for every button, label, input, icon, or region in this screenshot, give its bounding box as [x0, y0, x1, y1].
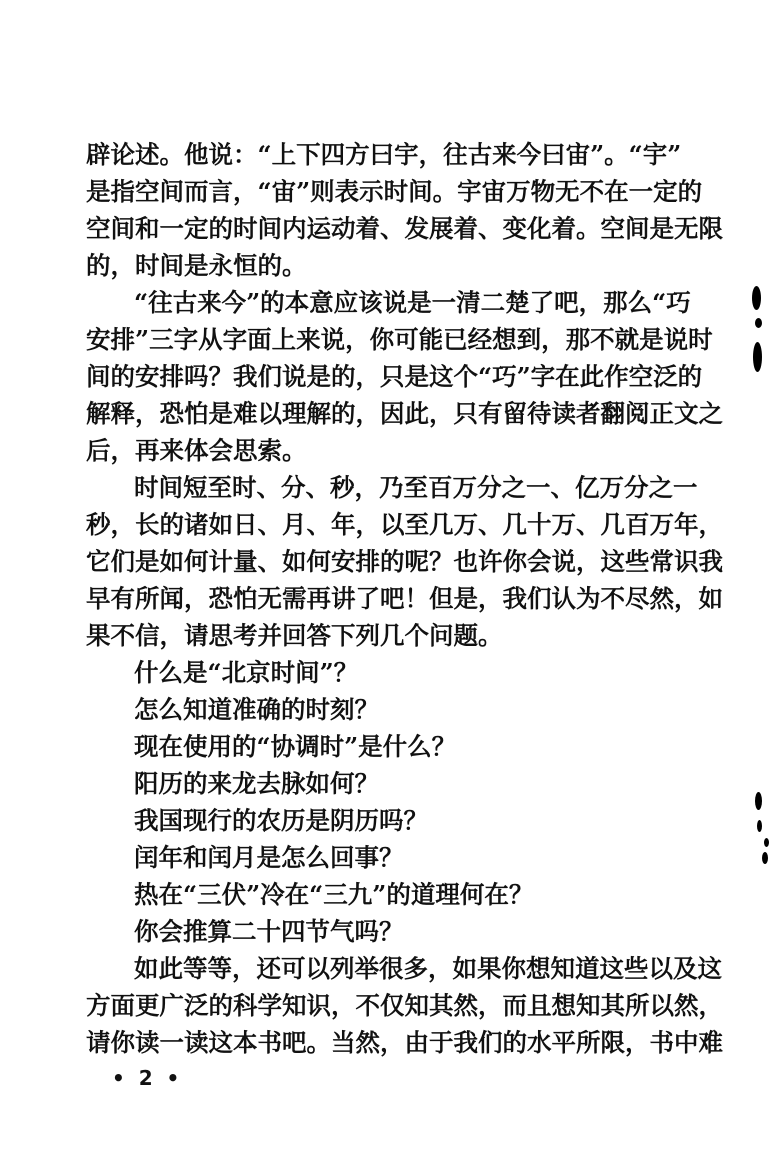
question-line: 闰年和闰月是怎么回事？ — [134, 843, 404, 872]
text-line: 它们是如何计量、如何安排的呢？也许你会说，这些常识我 — [86, 547, 723, 576]
text-line: 的，时间是永恒的。 — [86, 251, 307, 280]
question-line: 什么是“北京时间”？ — [134, 658, 359, 687]
page-number: • 2 • — [112, 1066, 180, 1090]
scan-mark — [764, 838, 769, 847]
scan-mark — [755, 792, 762, 810]
question-line: 热在“三伏”冷在“三九”的道理何在？ — [134, 880, 534, 909]
question-line: 怎么知道准确的时刻？ — [134, 695, 379, 724]
text-line: 后，再来体会思索。 — [86, 436, 307, 465]
text-line: 早有所闻，恐怕无需再讲了吧！但是，我们认为不尽然，如 — [86, 584, 723, 613]
text-line: 秒，长的诸如日、月、年，以至几万、几十万、几百万年， — [86, 510, 723, 539]
text-line: 间的安排吗？我们说是的，只是这个“巧”字在此作空泛的 — [86, 362, 703, 391]
question-line: 阳历的来龙去脉如何？ — [134, 769, 379, 798]
text-line: 空间和一定的时间内运动着、发展着、变化着。空间是无限 — [86, 214, 723, 243]
question-line: 我国现行的农历是阴历吗？ — [134, 806, 428, 835]
text-line: 方面更广泛的科学知识，不仅知其然，而且想知其所以然， — [86, 991, 723, 1020]
paragraph-first-line: 时间短至时、分、秒，乃至百万分之一、亿万分之一 — [134, 473, 698, 502]
text-line: 请你读一读这本书吧。当然，由于我们的水平所限，书中难 — [86, 1028, 723, 1057]
question-line: 现在使用的“协调时”是什么？ — [134, 732, 457, 761]
scan-mark — [755, 318, 762, 328]
paragraph-first-line: 如此等等，还可以列举很多，如果你想知道这些以及这 — [134, 954, 722, 983]
text-line: 安排”三字从字面上来说，你可能已经想到，那不就是说时 — [86, 325, 713, 354]
scan-mark — [757, 820, 762, 832]
scan-mark — [753, 342, 762, 372]
question-line: 你会推算二十四节气吗？ — [134, 917, 404, 946]
text-line: 果不信，请思考并回答下列几个问题。 — [86, 621, 503, 650]
text-line: 辟论述。他说：“上下四方曰宇，往古来今曰宙”。“宇” — [86, 140, 682, 169]
scan-mark — [752, 286, 761, 310]
scan-mark — [762, 852, 768, 864]
text-line: 是指空间而言，“宙”则表示时间。宇宙万物无不在一定的 — [86, 177, 703, 206]
text-line: 解释，恐怕是难以理解的，因此，只有留待读者翻阅正文之 — [86, 399, 723, 428]
paragraph-first-line: “往古来今”的本意应该说是一清二楚了吧，那么“巧 — [134, 288, 691, 317]
